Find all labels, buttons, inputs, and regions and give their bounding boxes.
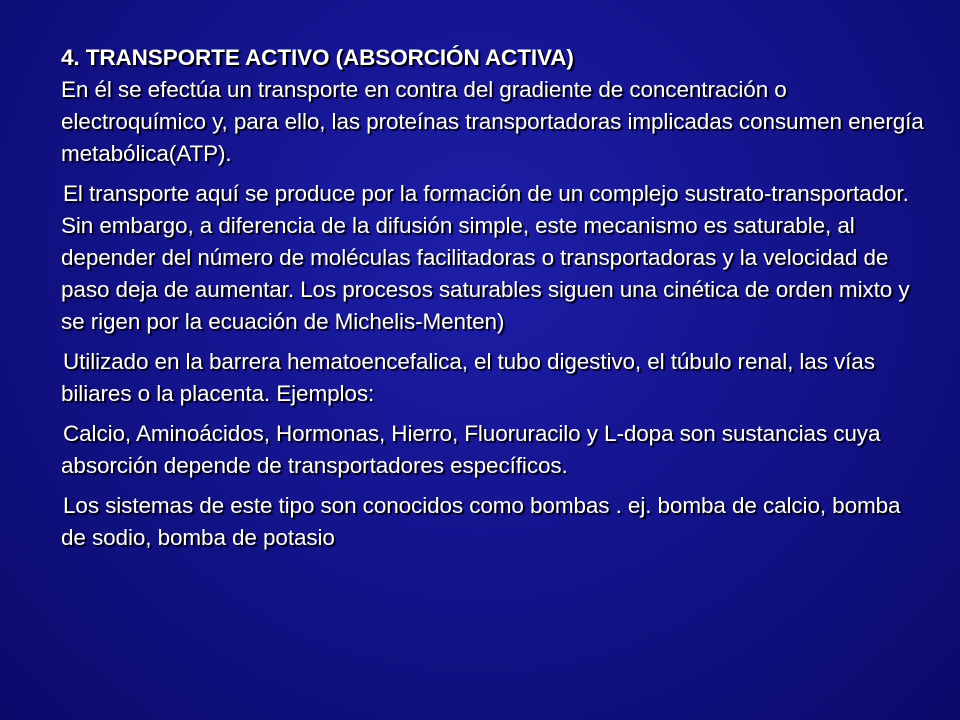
paragraph-locations: Utilizado en la barrera hematoencefalica, el tubo digestivo, el túbulo renal, las vías biliares o la placenta. Ejemplos: xyxy=(61,349,875,406)
paragraph-definition: En él se efectúa un transporte en contra del gradiente de concentración o electroquímico y, para ello, las proteínas transportadoras implicadas consumen energía metabólica(ATP). xyxy=(61,77,924,166)
paragraph-examples: Calcio, Aminoácidos, Hormonas, Hierro, Fluoruracilo y L-dopa son sustancias cuya absorción depende de transportadores específicos. xyxy=(61,421,881,478)
slide-title: 4. TRANSPORTE ACTIVO (ABSORCIÓN ACTIVA) xyxy=(61,45,574,70)
paragraph-pumps: Los sistemas de este tipo son conocidos como bombas . ej. bomba de calcio, bomba de sodio, bomba de potasio xyxy=(61,493,901,550)
paragraph-mechanism: El transporte aquí se produce por la formación de un complejo sustrato-transportador. Sin embargo, a diferencia de la difusión simple, este mecanismo es saturable, al depender del número de moléculas facilitadoras o transportadoras y la velocidad de paso deja de aumentar. Los procesos saturables siguen una cinética de orden mixto y se rigen por la ecuación de Michelis-Menten) xyxy=(61,181,910,334)
slide-content xyxy=(61,42,931,562)
intro-paragraph xyxy=(61,42,931,170)
